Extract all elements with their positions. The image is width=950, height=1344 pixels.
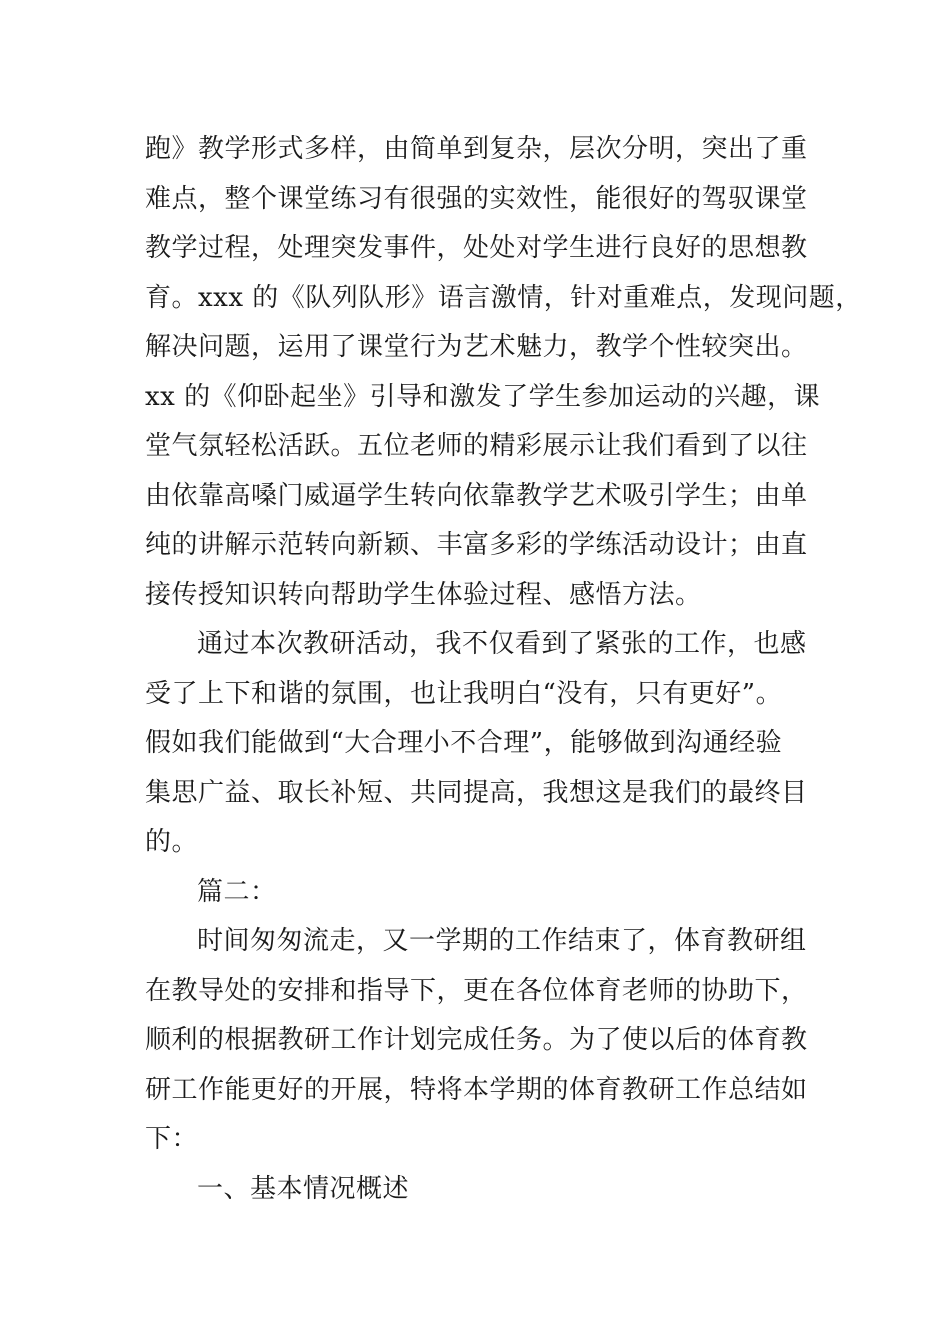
text-line: 解决问题，运用了课堂行为艺术魅力，教学个性较突出。 [145,332,808,362]
section-label: 篇二： [197,876,277,907]
text-line: 堂气氛轻松活跃。五位老师的精彩展示让我们看到了以往 [145,431,808,461]
text-line: 假如我们能做到“大合理小不合理”，能够做到沟通经验 [145,728,783,758]
text-line: 教学过程，处理突发事件，处处对学生进行良好的思想教 [145,233,808,263]
paragraph-start-line: 时间匆匆流走，又一学期的工作结束了，体育教研组 [197,926,807,956]
text-line: 研工作能更好的开展，特将本学期的体育教研工作总结如 [145,1074,808,1105]
paragraph-start-line: 通过本次教研活动，我不仅看到了紧张的工作，也感 [197,629,807,659]
document-page [145,125,862,1214]
text-line: 纯的讲解示范转向新颖、丰富多彩的学练活动设计；由直 [145,530,808,560]
text-line: xx 的《仰卧起坐》引导和激发了学生参加运动的兴趣，课 [145,381,821,412]
text-line: 由依靠高嗓门威逼学生转向依靠教学艺术吸引学生；由单 [145,480,808,511]
text-line: 跑》教学形式多样，由简单到复杂，层次分明，突出了重 [145,134,808,164]
text-line: 顺利的根据教研工作计划完成任务。为了使以后的体育教 [145,1025,808,1055]
text-line: 的。 [145,827,199,857]
text-line: 集思广益、取长补短、共同提高，我想这是我们的最终目 [145,777,808,808]
text-line: 下： [145,1124,199,1154]
section-heading: 一、基本情况概述 [197,1173,410,1204]
text-line: 育。xxx 的《队列队形》语言激情，针对重难点，发现问题， [145,282,862,313]
text-line: 接传授知识转向帮助学生体验过程、感悟方法。 [145,579,702,610]
text-line: 受了上下和谐的氛围，也让我明白“没有，只有更好”。 [145,678,783,709]
text-line: 难点，整个课堂练习有很强的实效性，能很好的驾驭课堂 [145,183,808,214]
text-line: 在教导处的安排和指导下，更在各位体育老师的协助下， [145,975,808,1006]
